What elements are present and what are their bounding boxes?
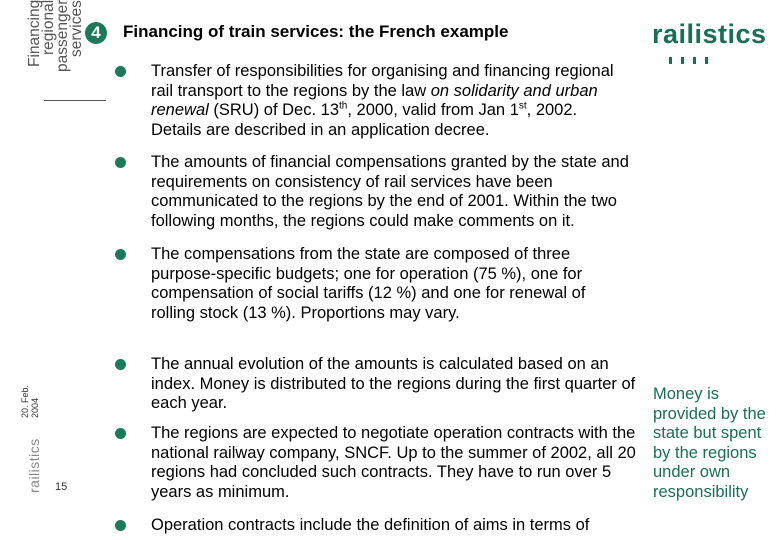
footer-logo (26, 425, 48, 495)
section-title-line-1: Financing (26, 0, 43, 68)
section-title-divider (44, 100, 106, 101)
footer-date (20, 372, 46, 422)
page-number: 15 (55, 481, 68, 493)
section-title-vertical (27, 0, 97, 100)
side-note: Money is provided by the state but spent by the regions under own responsibility (653, 385, 766, 501)
bullet-text: The annual evolution of the amounts is calculated based on an index. Money is distributed to the regions during the first quarter of each year. (151, 355, 636, 412)
bullet-dot-icon (115, 249, 126, 260)
bullet-dot-icon (115, 359, 126, 370)
footer-date-line-2: 2004 (30, 397, 40, 418)
section-title-line-3: passenger (54, 0, 71, 73)
bullet-dot-icon (115, 157, 126, 168)
railistics-logo (652, 20, 777, 58)
bullet-text: Transfer of responsibilities for organising and financing regional rail transport to the regions by the law on solidarity and urban renewal (SRU) of Dec. 13th, 2000, valid from Jan 1st, 2002. Details are described in an application decree. (151, 62, 614, 139)
bullet-dot-icon (115, 520, 126, 531)
footer-logo-text: railistics (26, 438, 42, 493)
bullet-text: The amounts of financial compensations granted by the state and requirements on consistency of rail services have been communicated to the regions by the end of 2001. Within the two following months, the regions could make comments on it. (151, 153, 629, 230)
bullet-dot-icon (115, 66, 126, 77)
bullet-text: The compensations from the state are composed of three purpose-specific budgets; one for operation (75 %), one for compensation of social tariffs (12 %) and one for renewal of rolling stock (13 %). Proportions may vary. (151, 245, 586, 322)
footer-date-line-1: 20. Feb. (20, 384, 30, 418)
bullet-text: The regions are expected to negotiate operation contracts with the national railway company, SNCF. Up to the summer of 2002, all 20 regions had concluded such contracts. They have to run over 5 years as minimum. (151, 424, 636, 501)
section-number-badge: 4 (85, 22, 107, 44)
logo-rail-ticks (669, 51, 717, 69)
section-title-line-4: services (68, 0, 85, 57)
bullet-dot-icon (115, 428, 126, 439)
logo-wordmark: railistics (652, 19, 767, 49)
page-title: Financing of train services: the French example (123, 22, 509, 41)
bullet-text: Operation contracts include the definition of aims in terms of (151, 516, 590, 534)
section-title-line-2: regional (40, 0, 57, 56)
